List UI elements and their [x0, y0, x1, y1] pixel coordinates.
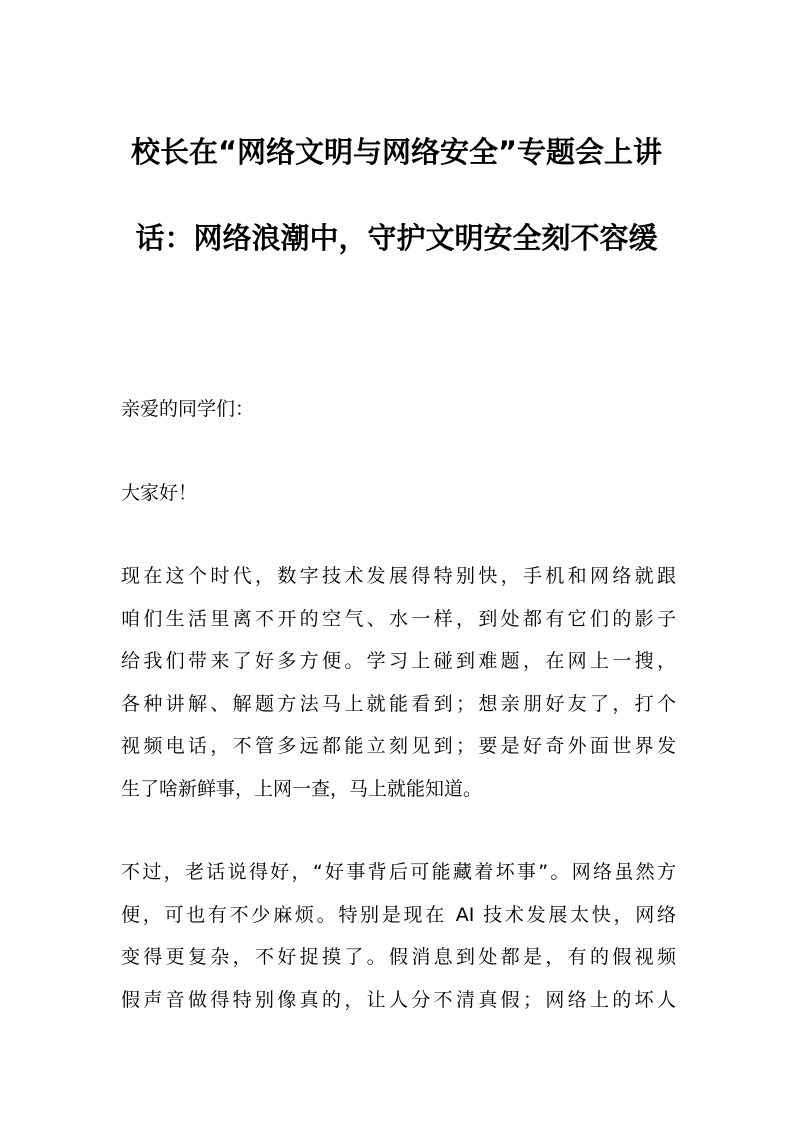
document-body	[121, 388, 676, 1021]
text-line: 变得更复杂，不好捉摸了。假消息到处都是，有的假视频	[121, 946, 676, 968]
document-title	[100, 124, 693, 266]
salutation-paragraph	[121, 388, 676, 431]
text-line: 生了啥新鲜事，上网一查，马上就能知道。	[121, 777, 483, 800]
text-line: 假声音做得特别像真的，让人分不清真假；网络上的坏人	[121, 988, 676, 1011]
body-paragraph-2	[121, 851, 676, 1021]
text-line: 视频电话，不管多远都能立刻见到；要是好奇外面世界发	[121, 735, 676, 757]
body-paragraph-1	[121, 555, 676, 810]
text-line: 亲爱的同学们：	[121, 398, 255, 420]
text-line: 便，可也有不少麻烦。特别是现在 AI 技术发展太快，网络	[121, 903, 676, 926]
text-line: 现在这个时代，数字技术发展得特别快，手机和网络就跟	[121, 565, 676, 587]
text-line: 给我们带来了好多方便。学习上碰到难题，在网上一搜，	[121, 650, 676, 672]
text-line: 各种讲解、解题方法马上就能看到；想亲朋好友了，打个	[121, 692, 676, 715]
title-line-1: 校长在“网络文明与网络安全”专题会上讲	[130, 135, 663, 169]
text-line: 不过，老话说得好，“好事背后可能藏着坏事”。网络虽然方	[121, 861, 676, 883]
greeting-paragraph	[121, 472, 676, 515]
text-line: 大家好！	[121, 481, 198, 504]
text-line: 咱们生活里离不开的空气、水一样，到处都有它们的影子	[121, 607, 676, 630]
title-line-2: 话：网络浪潮中，守护文明安全刻不容缓	[135, 221, 658, 255]
